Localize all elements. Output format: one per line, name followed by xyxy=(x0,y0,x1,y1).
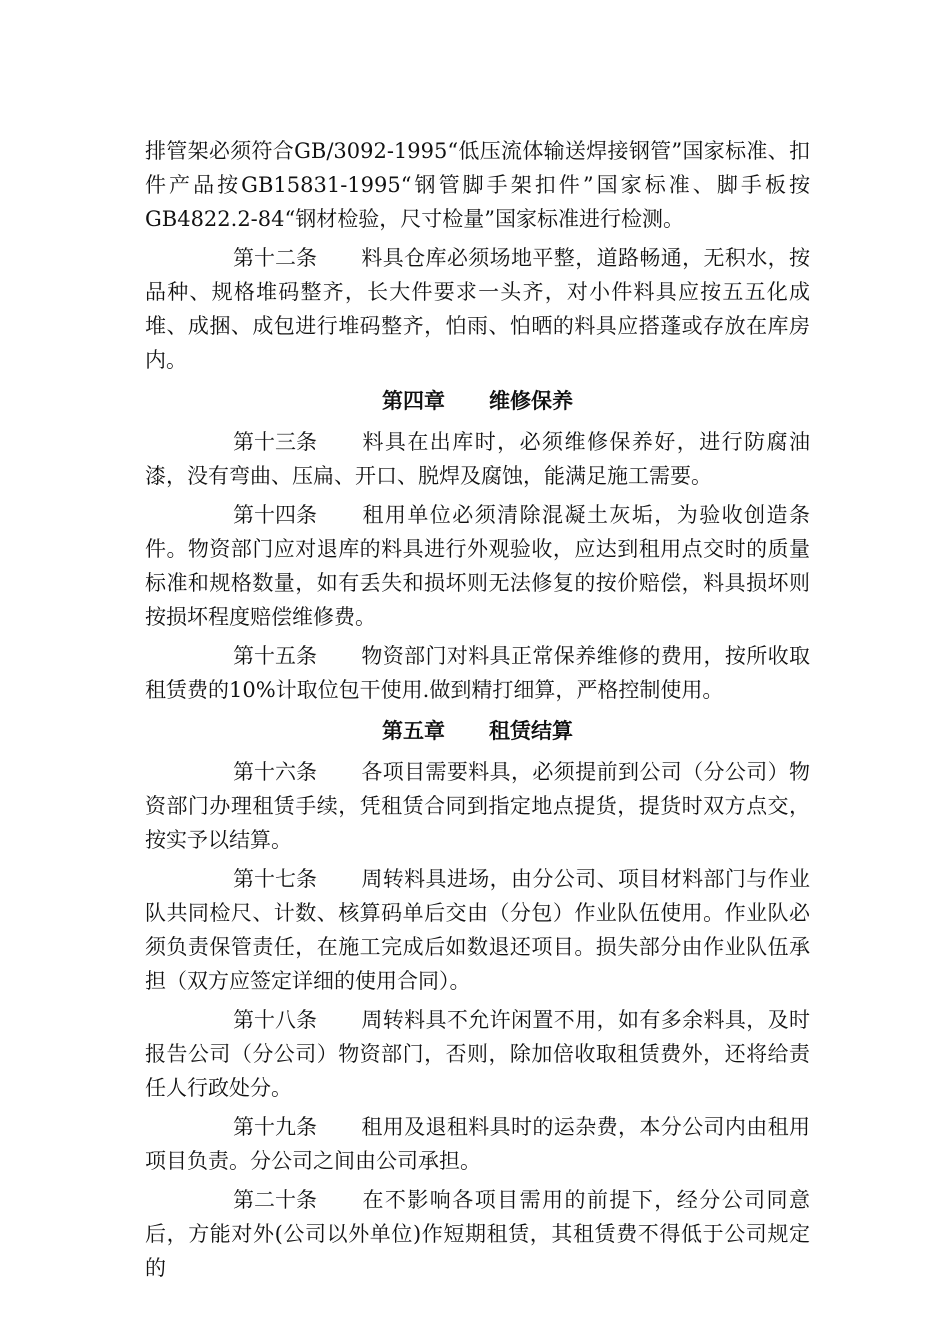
chapter-4-heading xyxy=(145,382,810,420)
article-number: 第十四条 xyxy=(233,503,317,527)
chapter-title: 租赁结算 xyxy=(489,719,573,743)
article-12 xyxy=(145,241,810,377)
article-text: 物资部门对料具正常保养维修的费用，按所收取租赁费的10%计取位包干使用.做到精打细算，严格控制使用。 xyxy=(145,644,810,702)
chapter-number: 第五章 xyxy=(382,719,445,743)
article-text: 各项目需要料具，必须提前到公司（分公司）物资部门办理租赁手续，凭租赁合同到指定地点提货，提货时双方点交，按实予以结算。 xyxy=(145,760,810,852)
article-16 xyxy=(145,755,810,857)
article-15 xyxy=(145,639,810,707)
article-14 xyxy=(145,498,810,634)
paragraph-text: 排管架必须符合GB/3092-1995“低压流体输送焊接钢管”国家标准、扣件产品按GB15831-1995“钢管脚手架扣件”国家标准、脚手板按GB4822.2-84“钢材检验，尺寸检量”国家标准进行检测。 xyxy=(145,139,810,231)
document-page xyxy=(145,134,810,1290)
chapter-5-heading xyxy=(145,712,810,750)
article-13 xyxy=(145,425,810,493)
chapter-number: 第四章 xyxy=(382,389,445,413)
article-19 xyxy=(145,1110,810,1178)
article-text: 租用单位必须清除混凝土灰垢，为验收创造条件。物资部门应对退库的料具进行外观验收，应达到租用点交时的质量标准和规格数量，如有丢失和损坏则无法修复的按价赔偿，料具损坏则按损坏程度赔偿维修费。 xyxy=(145,503,810,629)
article-text: 料具仓库必须场地平整，道路畅通，无积水，按品种、规格堆码整齐，长大件要求一头齐，对小件料具应按五五化成堆、成捆、成包进行堆码整齐，怕雨、怕晒的料具应搭蓬或存放在库房内。 xyxy=(145,246,810,372)
paragraph-continued xyxy=(145,134,810,236)
article-number: 第二十条 xyxy=(233,1188,317,1212)
article-18 xyxy=(145,1003,810,1105)
article-17 xyxy=(145,862,810,998)
article-text: 周转料具不允许闲置不用，如有多余料具，及时报告公司（分公司）物资部门，否则，除加倍收取租赁费外，还将给责任人行政处分。 xyxy=(145,1008,810,1100)
article-number: 第十二条 xyxy=(233,246,317,270)
article-number: 第十九条 xyxy=(233,1115,317,1139)
article-text: 在不影响各项目需用的前提下，经分公司同意后，方能对外(公司以外单位)作短期租赁，其租赁费不得低于公司规定的 xyxy=(145,1188,810,1280)
article-number: 第十八条 xyxy=(233,1008,317,1032)
article-20 xyxy=(145,1183,810,1285)
article-text: 周转料具进场，由分公司、项目材料部门与作业队共同检尺、计数、核算码单后交由（分包）作业队伍使用。作业队必须负责保管责任，在施工完成后如数退还项目。损失部分由作业队伍承担（双方应签定详细的使用合同）。 xyxy=(145,867,810,993)
article-number: 第十六条 xyxy=(233,760,317,784)
article-text: 料具在出库时，必须维修保养好，进行防腐油漆，没有弯曲、压扁、开口、脱焊及腐蚀，能满足施工需要。 xyxy=(145,430,810,488)
article-text: 租用及退租料具时的运杂费，本分公司内由租用项目负责。分公司之间由公司承担。 xyxy=(145,1115,810,1173)
article-number: 第十五条 xyxy=(233,644,317,668)
chapter-title: 维修保养 xyxy=(489,389,573,413)
article-number: 第十三条 xyxy=(233,430,317,454)
article-number: 第十七条 xyxy=(233,867,317,891)
